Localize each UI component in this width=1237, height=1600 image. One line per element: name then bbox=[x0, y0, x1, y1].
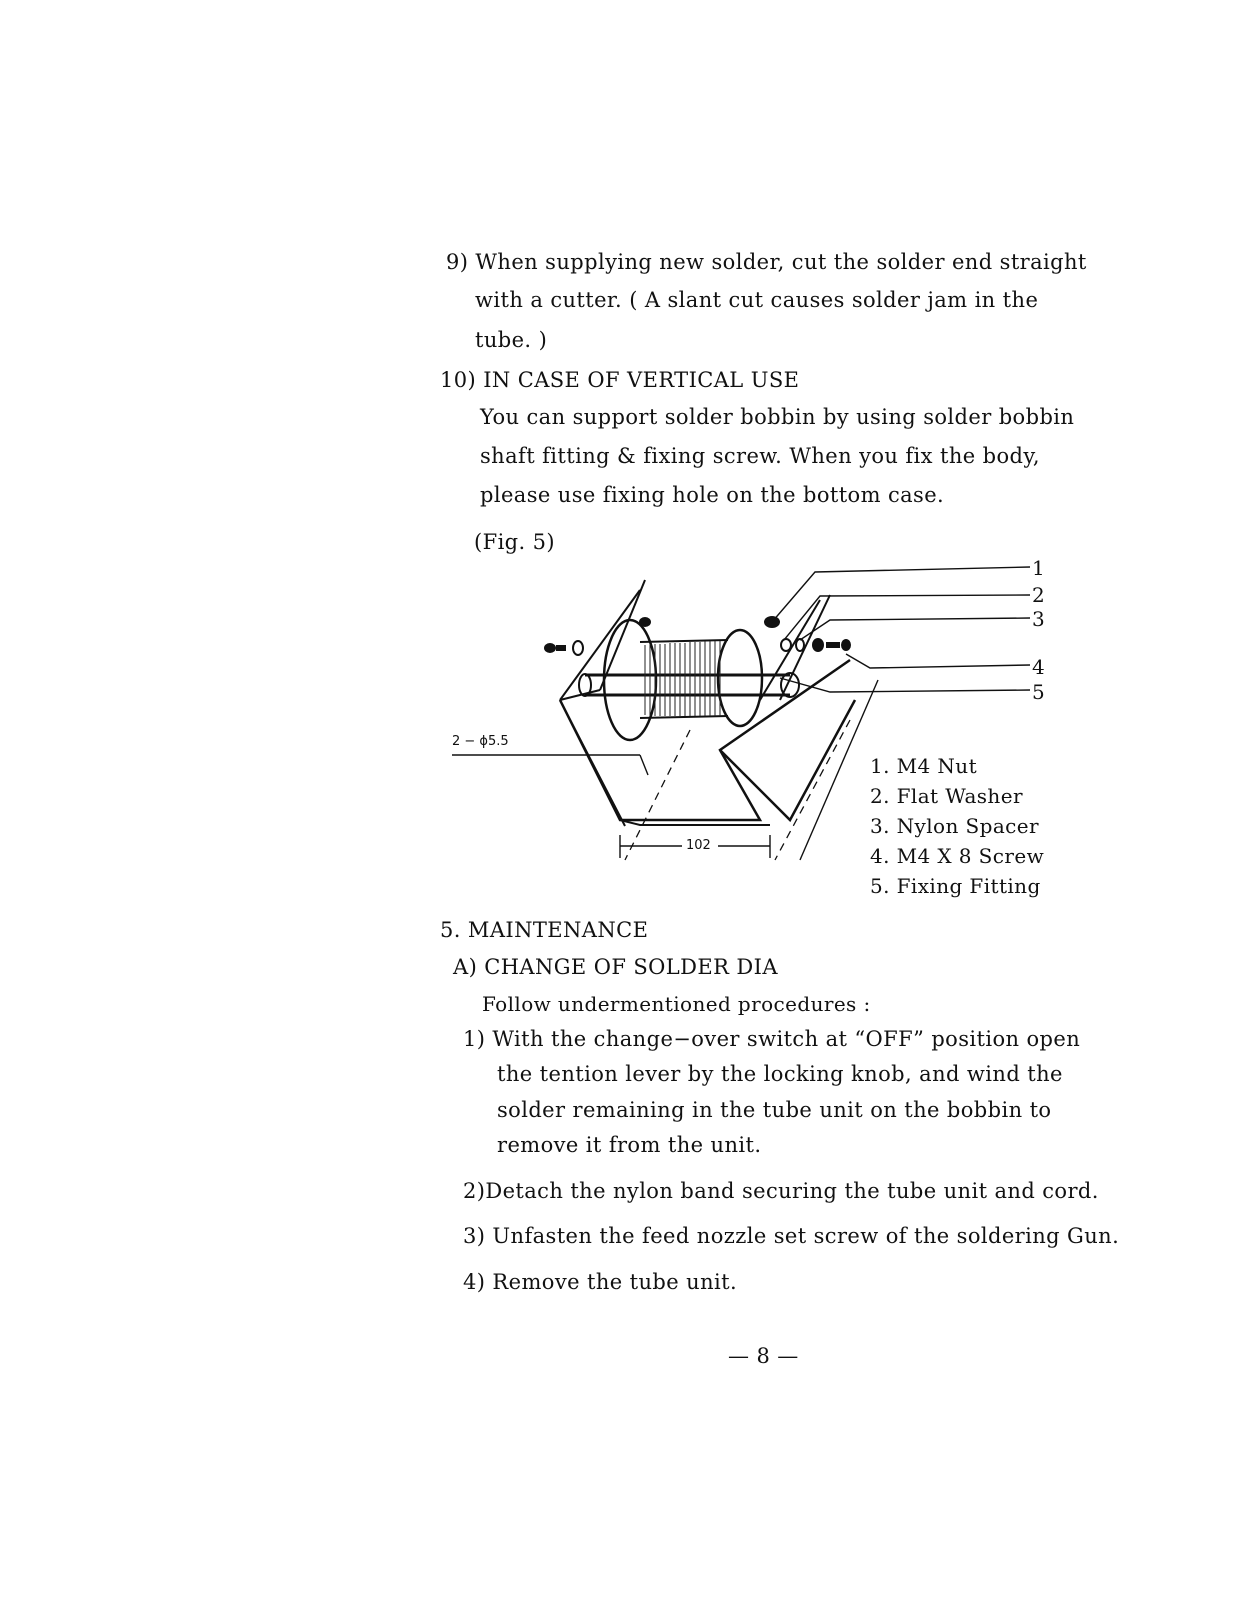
maintenance-subheading: A) CHANGE OF SOLDER DIA bbox=[453, 955, 778, 979]
section9-line2: with a cutter. ( A slant cut causes solder jam in the bbox=[475, 288, 1039, 312]
legend-item-3: 3. Nylon Spacer bbox=[870, 814, 1039, 838]
section9-line1: 9) When supplying new solder, cut the solder end straight bbox=[446, 250, 1087, 274]
callout-4: 4 bbox=[1032, 655, 1045, 679]
section10-line2: shaft fitting & fixing screw. When you fix the body, bbox=[480, 444, 1040, 468]
legend-item-1: 1. M4 Nut bbox=[870, 754, 978, 778]
section9-line3: tube. ) bbox=[475, 328, 548, 352]
page-number: — 8 — bbox=[728, 1344, 799, 1368]
section10-heading: 10) IN CASE OF VERTICAL USE bbox=[440, 368, 800, 392]
figure-caption: (Fig. 5) bbox=[474, 530, 556, 554]
step1-line1: 1) With the change−over switch at “OFF” position open bbox=[463, 1027, 1081, 1051]
width-dimension-label: 102 bbox=[686, 838, 711, 853]
step1-line2: the tention lever by the locking knob, and wind the bbox=[497, 1062, 1063, 1086]
maintenance-intro: Follow undermentioned procedures : bbox=[482, 992, 871, 1016]
legend-item-4: 4. M4 X 8 Screw bbox=[870, 844, 1045, 868]
step1-line3: solder remaining in the tube unit on the bobbin to bbox=[497, 1098, 1052, 1122]
legend-item-5: 5. Fixing Fitting bbox=[870, 874, 1041, 898]
callout-1: 1 bbox=[1032, 556, 1045, 580]
section10-line3: please use fixing hole on the bottom case. bbox=[480, 483, 945, 507]
callout-2: 2 bbox=[1032, 583, 1045, 607]
legend-item-2: 2. Flat Washer bbox=[870, 784, 1023, 808]
step4: 4) Remove the tube unit. bbox=[463, 1270, 738, 1294]
callout-3: 3 bbox=[1032, 607, 1045, 631]
callout-5: 5 bbox=[1032, 680, 1045, 704]
maintenance-heading: 5. MAINTENANCE bbox=[440, 918, 649, 942]
step2: 2)Detach the nylon band securing the tube unit and cord. bbox=[463, 1179, 1099, 1203]
step3: 3) Unfasten the feed nozzle set screw of the soldering Gun. bbox=[463, 1224, 1120, 1248]
section10-line1: You can support solder bobbin by using solder bobbin bbox=[480, 405, 1075, 429]
hole-dimension-label: 2 − ϕ5.5 bbox=[452, 734, 509, 749]
step1-line4: remove it from the unit. bbox=[497, 1133, 762, 1157]
